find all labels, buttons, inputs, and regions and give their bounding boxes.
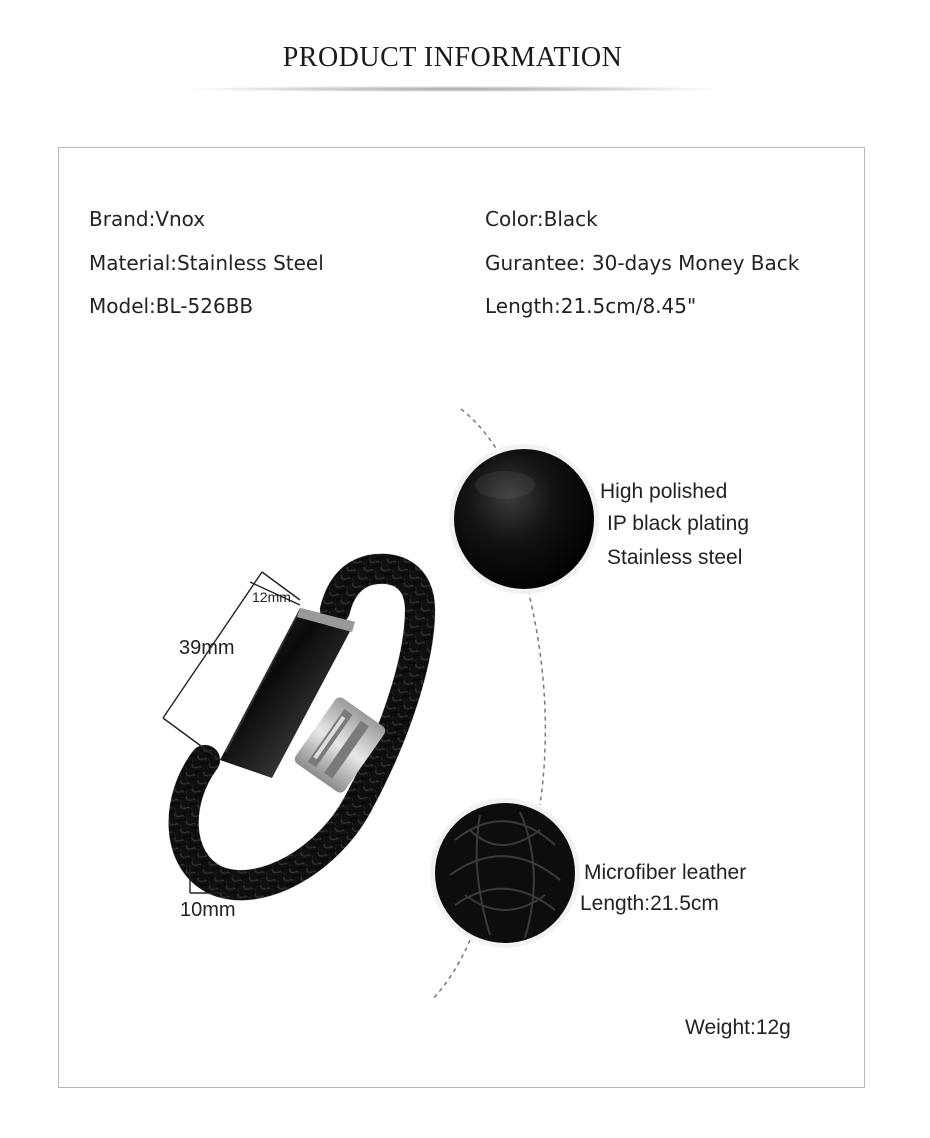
spec-material: Material:Stainless Steel [89,251,324,275]
callout-leather-line-2: Length:21.5cm [580,892,719,915]
weight-label: Weight:12g [685,1016,791,1039]
dimension-plate-length: 39mm [179,637,235,659]
callout-plate-line-1: High polished [600,480,728,503]
page-title: PRODUCT INFORMATION [282,42,623,73]
callout-plate-line-3: Stainless steel [607,546,743,569]
spec-guarantee: Gurantee: 30-days Money Back [485,251,800,275]
callout-arc-middle [528,590,545,805]
dimension-band-width: 10mm [180,899,236,921]
callout-arc-lower [432,940,470,1000]
callout-leather-line-1: Microfiber leather [584,861,747,884]
spec-color: Color:Black [485,207,598,231]
plate-detail-circle [454,449,594,589]
callout-plate-line-2: IP black plating [607,512,750,535]
spec-brand: Brand:Vnox [89,207,206,231]
leather-detail-circle [435,803,575,943]
spec-model: Model:BL-526BB [89,294,254,318]
spec-length: Length:21.5cm/8.45" [485,294,697,318]
dimension-plate-width: 12mm [252,589,291,605]
